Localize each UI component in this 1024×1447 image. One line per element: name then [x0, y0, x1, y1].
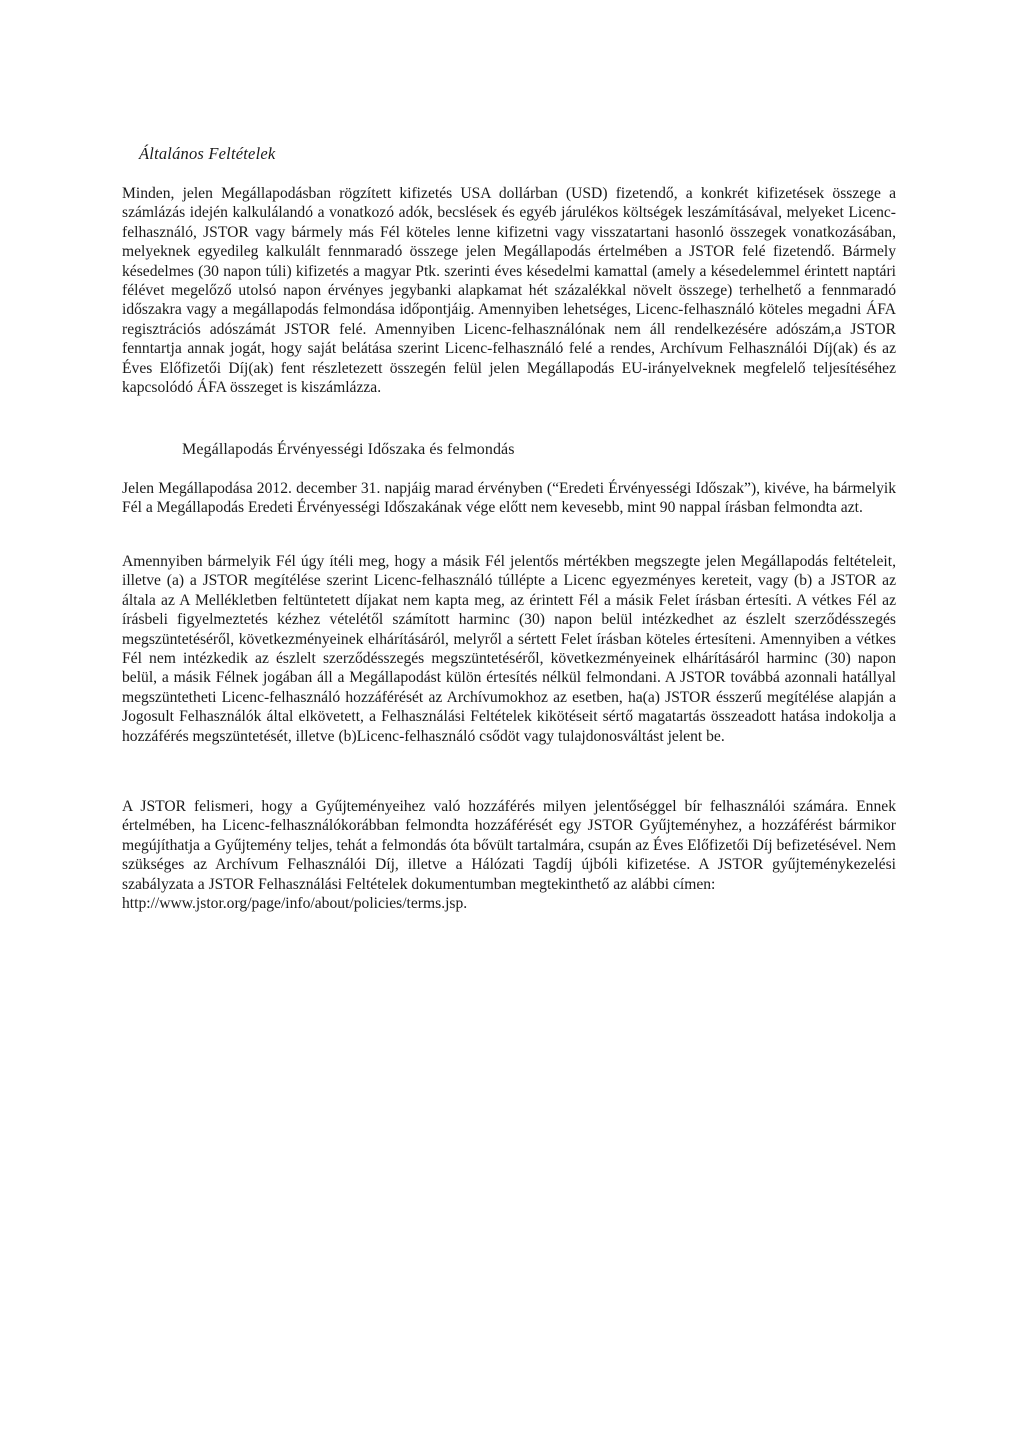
breach-termination-paragraph: Amennyiben bármelyik Fél úgy ítéli meg, hogy a másik Fél jelentős mértékben megszegte jelen Megállapodás feltételeit, illetve (a) a JSTOR megítélése szerint Licenc-felhasználó túllépte a Licenc egyezményes kereteit, vagy (b) a JSTOR az általa az A Mellékletben feltüntetett díjakat nem kapta meg, az érintett Fél a másik Felet írásban értesíti. A vétkes Fél az írásbeli figyelmeztetés kézhez vételétől számított harminc (30) napon belül intézkedhet az észlelt szerződésszegés megszüntetéséről, következményeinek elhárításáról, melyről a sértett Felet írásban köteles értesíteni. Amennyiben a vétkes Fél nem intézkedik az észlelt szerződésszegés megszüntetéséről, következményeinek elhárításáról harminc (30) napon belül, a másik Félnek jogában áll a Megállapodást külön értesítés nélkül felmondani. A JSTOR továbbá azonnali hatállyal megszüntetheti Licenc-felhasználó hozzáférését az Archívumokhoz az esetben, ha(a) JSTOR ésszerű megítélése alapján a Jogosult Felhasználók által elkövetett, a Felhasználási Feltételek kikötéseit sértő magatartás összeadott hatása indokolja a hozzáférés megszüntetését, illetve (b)Licenc-felhasználó csődöt vagy tulajdonosváltást jelent be.: [122, 553, 896, 745]
renewal-paragraph: A JSTOR felismeri, hogy a Gyűjteményeihez való hozzáférés milyen jelentőséggel bír felhasználói számára. Ennek értelmében, ha Licenc-felhasználókorábban felmondta hozzáférését egy JSTOR Gyűjteményhez, a hozzáférést bármikor megújíthatja a Gyűjtemény teljes, tehát a felmondás óta bővült tartalmára, csupán az Éves Előfizetői Díj befizetésével. Nem szükséges az Archívum Felhasználói Díj, illetve a Hálózati Tagdíj újbóli kifizetése. A JSTOR gyűjteménykezelési szabályzata a JSTOR Felhasználási Feltételek dokumentumban megtekinthető az alábbi címen:: [122, 798, 896, 893]
validity-period-paragraph: Jelen Megállapodása 2012. december 31. napjáig marad érvényben (“Eredeti Érvényességi Időszak”), kivéve, ha bármelyik Fél a Megállapodás Eredeti Érvényességi Időszakának vége előtt nem kevesebb, mint 90 nappal írásban felmondta azt.: [122, 480, 896, 517]
renewal-block: [122, 797, 896, 913]
general-terms-heading: Általános Feltételek: [139, 144, 276, 163]
payment-terms-paragraph: Minden, jelen Megállapodásban rögzített kifizetés USA dollárban (USD) fizetendő, a konkrét kifizetések összege a számlázás idején kalkulálandó a vonatkozó adók, becslések és egyéb járulékos költségek leszámításával, melyeket Licenc-felhasználó, JSTOR vagy bármely más Fél köteles lenne kifizetni vagy visszatartani hasonló összegek vonatkozásában, melyeknek egyedileg kalkulált fennmaradó összege jelen Megállapodás értelmében a JSTOR felé fizetendő. Bármely késedelmes (30 napon túli) kifizetés a magyar Ptk. szerinti éves késedelmi kamattal (amely a késedelemmel érintett naptári félévet megelőző utolsó napon érvényes jegybanki alapkamat hét százalékkal növelt összege) terhelhető a fennmaradó időszakra vagy a megállapodás felmondása időpontjáig. Amennyiben lehetséges, Licenc-felhasználó köteles megadni ÁFA regisztrációs adószámát JSTOR felé. Amennyiben Licenc-felhasználónak nem áll rendelkezésére adószám,a JSTOR fenntartja annak jogát, hogy saját belátása szerint Licenc-felhasználó felé a rendes, Archívum Felhasználói Díj(ak) és az Éves Előfizetői Díj(ak) fent részletezett összegén felül jelen Megállapodás EU-irányelveknek megfelelő teljesítéséhez kapcsolódó ÁFA összeget is kiszámlázza.: [122, 185, 896, 397]
term-and-termination-heading: Megállapodás Érvényességi Időszaka és felmondás: [182, 441, 515, 458]
terms-url: http://www.jstor.org/page/info/about/policies/terms.jsp.: [122, 895, 468, 913]
